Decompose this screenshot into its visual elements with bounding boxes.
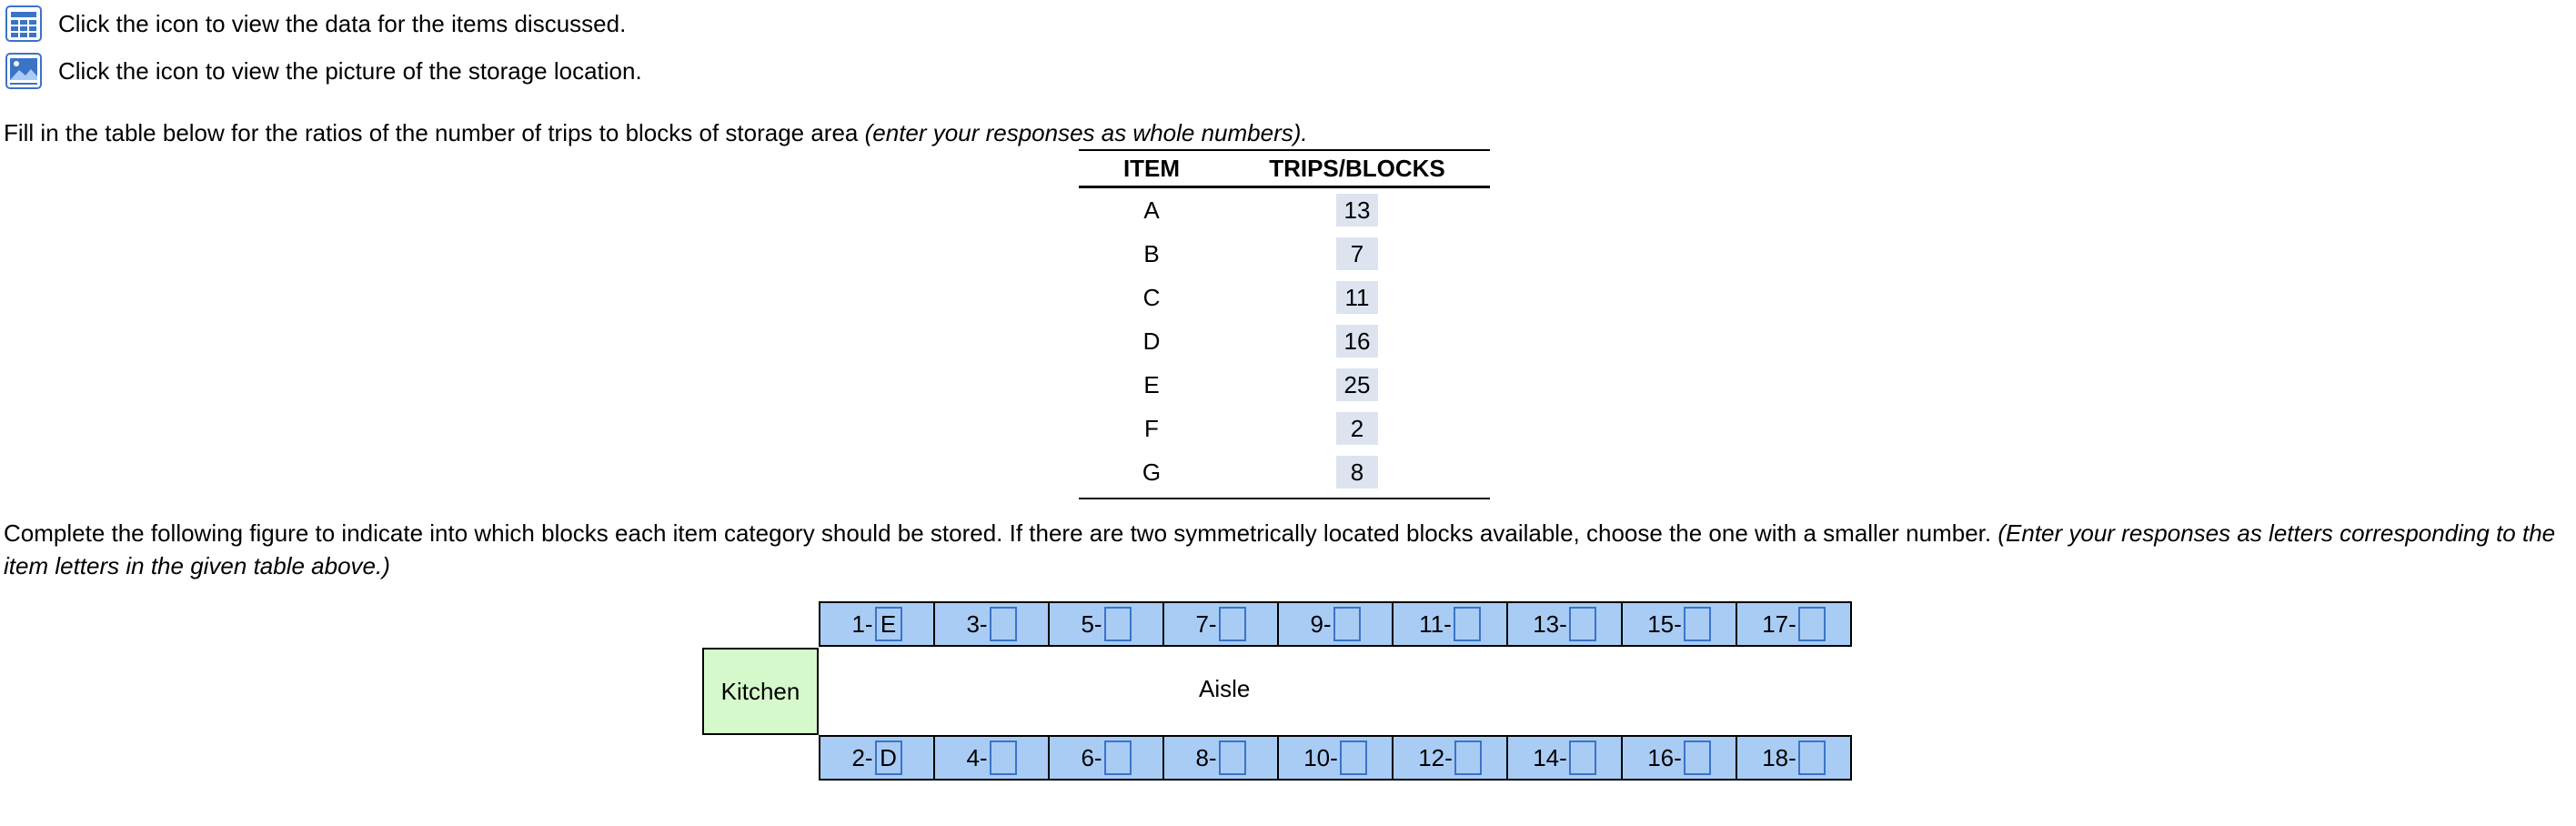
block-number: 14- [1533, 743, 1567, 771]
table-row [1079, 407, 1490, 450]
block-answer-field[interactable] [1798, 740, 1826, 775]
storage-block [1621, 601, 1737, 647]
item-cell: D [1142, 327, 1161, 355]
storage-block [1162, 601, 1279, 647]
storage-block [1506, 735, 1623, 781]
block-number: 12- [1418, 743, 1453, 771]
table-row [1079, 319, 1490, 363]
storage-block [933, 735, 1050, 781]
block-number: 5- [1081, 609, 1102, 638]
item-cell: G [1142, 458, 1162, 486]
block-answer-field[interactable] [1219, 740, 1246, 775]
ratio-answer[interactable]: 11 [1336, 281, 1378, 314]
block-answer-field[interactable] [1219, 607, 1246, 641]
table-row [1079, 188, 1490, 232]
header-item: ITEM [1122, 154, 1181, 182]
ratio-answer[interactable]: 8 [1336, 456, 1378, 489]
block-answer-field[interactable]: D [875, 740, 902, 775]
ratio-answer[interactable]: 16 [1336, 325, 1378, 358]
block-number: 18- [1762, 743, 1796, 771]
block-answer-field[interactable] [1104, 740, 1132, 775]
item-cell: E [1143, 370, 1160, 398]
storage-block [1048, 601, 1164, 647]
block-answer-field[interactable] [1569, 740, 1596, 775]
ratio-answer[interactable]: 13 [1336, 194, 1378, 227]
figure-instruction-main: Complete the following figure to indicate into which blocks each item category should be stored. If there are two symmetrically located blocks available, choose the one with a smaller number. [4, 519, 1992, 547]
picture-icon[interactable] [5, 53, 42, 89]
item-cell: F [1144, 414, 1159, 442]
block-answer-field[interactable]: E [875, 607, 902, 641]
table-instruction-main: Fill in the table below for the ratios of the number of trips to blocks of storage area [4, 119, 859, 146]
item-cell: C [1142, 283, 1161, 311]
block-answer-field[interactable] [1684, 740, 1711, 775]
storage-block [1621, 735, 1737, 781]
block-answer-field[interactable] [1454, 607, 1481, 641]
table-header-row [1079, 151, 1490, 188]
storage-block [1277, 601, 1394, 647]
storage-block [1277, 735, 1394, 781]
figure-instruction-note: (Enter your responses as letters corresponding to the item letters in the given table above.) [4, 519, 2556, 579]
table-bottom-rule [1079, 498, 1490, 499]
ratio-answer[interactable]: 2 [1336, 412, 1378, 445]
block-number: 10- [1303, 743, 1338, 771]
storage-block [1506, 601, 1623, 647]
storage-block [1048, 735, 1164, 781]
table-row [1079, 232, 1490, 276]
block-number: 2- [851, 743, 873, 771]
ratio-table [1079, 149, 1490, 499]
block-answer-field[interactable] [1684, 607, 1711, 641]
picture-link-row [5, 53, 642, 89]
storage-block [1736, 735, 1852, 781]
figure-instruction [4, 517, 2569, 582]
storage-block [1392, 601, 1508, 647]
ratio-answer[interactable]: 25 [1336, 368, 1378, 401]
block-number: 8- [1195, 743, 1217, 771]
top-block-row [819, 601, 1852, 647]
storage-block [819, 735, 935, 781]
kitchen-label: Kitchen [720, 677, 800, 705]
block-answer-field[interactable] [1340, 740, 1367, 775]
storage-block [933, 601, 1050, 647]
block-answer-field[interactable] [1333, 607, 1361, 641]
bottom-block-row [819, 735, 1852, 781]
storage-block [1736, 601, 1852, 647]
table-row [1079, 363, 1490, 407]
block-answer-field[interactable] [1454, 740, 1482, 775]
block-number: 4- [966, 743, 988, 771]
data-link-text: Click the icon to view the data for the items discussed. [58, 9, 627, 37]
storage-block [1162, 735, 1279, 781]
block-answer-field[interactable] [1104, 607, 1132, 641]
block-number: 9- [1310, 609, 1332, 638]
item-cell: B [1143, 239, 1160, 267]
block-number: 17- [1762, 609, 1796, 638]
block-answer-field[interactable] [990, 740, 1017, 775]
block-number: 15- [1647, 609, 1682, 638]
storage-block [819, 601, 935, 647]
block-number: 7- [1195, 609, 1217, 638]
kitchen-box [702, 648, 819, 735]
table-row [1079, 450, 1490, 494]
storage-block [1392, 735, 1508, 781]
table-row [1079, 276, 1490, 319]
block-answer-field[interactable] [990, 607, 1017, 641]
header-trips-blocks: TRIPS/BLOCKS [1269, 154, 1445, 182]
data-link-row [5, 5, 626, 42]
block-number: 13- [1533, 609, 1567, 638]
block-number: 1- [851, 609, 873, 638]
table-instruction [4, 116, 1308, 149]
data-table-icon[interactable] [5, 5, 42, 42]
table-instruction-note: (enter your responses as whole numbers). [864, 119, 1308, 146]
picture-link-text: Click the icon to view the picture of the storage location. [58, 56, 642, 85]
block-number: 11- [1419, 609, 1452, 638]
item-cell: A [1143, 196, 1160, 224]
block-number: 3- [966, 609, 988, 638]
block-answer-field[interactable] [1569, 607, 1596, 641]
block-number: 6- [1081, 743, 1102, 771]
block-number: 16- [1647, 743, 1682, 771]
block-answer-field[interactable] [1798, 607, 1826, 641]
aisle-label: Aisle [1199, 675, 1251, 702]
ratio-answer[interactable]: 7 [1336, 237, 1378, 270]
